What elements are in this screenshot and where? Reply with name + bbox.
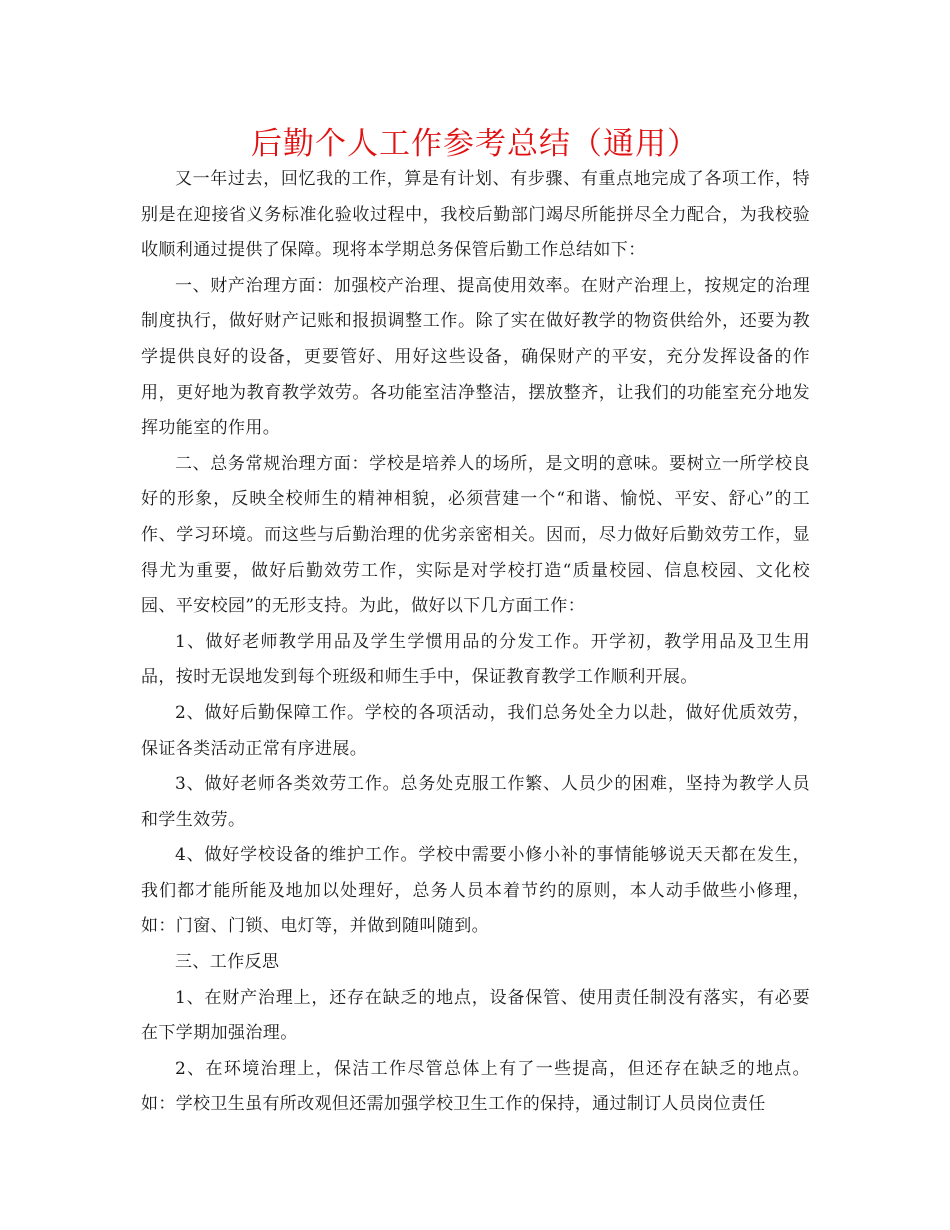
paragraph-general-affairs: 二、总务常规治理方面：学校是培养人的场所，是文明的意味。要树立一所学校良好的形象，反映全校师生的精神相貌，必须营建一个“和谐、愉悦、平安、舒心”的工作、学习环境。而这些与后勤治理的优劣亲密相关。因而，尽力做好后勤效劳工作，显得尤为重要，做好后勤效劳工作，实际是对学校打造“质量校园、信息校园、文化校园、平安校园”的无形支持。为此，做好以下几方面工作：	[141, 453, 810, 617]
paragraph-item-1: 1、做好老师教学用品及学生学惯用品的分发工作。开学初，教学用品及卫生用品，按时无误地发到每个班级和师生手中，保证教育教学工作顺利开展。	[141, 631, 810, 688]
paragraph-reflection-2: 2、在环境治理上，保洁工作尽管总体上有了一些提高，但还存在缺乏的地点。如：学校卫生虽有所改观但还需加强学校卫生工作的保持，通过制订人员岗位责任	[141, 1058, 810, 1115]
document-title: 后勤个人工作参考总结（通用）	[251, 126, 699, 162]
section-heading-reflection: 三、工作反思	[175, 952, 280, 973]
document-body	[141, 162, 810, 1123]
paragraph-item-4: 4、做好学校设备的维护工作。学校中需要小修小补的事情能够说天天都在发生，我们都才能所能及地加以处理好，总务人员本着节约的原则，本人动手做些小修理，如：门窗、门锁、电灯等，并做到随叫随到。	[141, 845, 810, 937]
paragraph-reflection-1: 1、在财产治理上，还存在缺乏的地点，设备保管、使用责任制没有落实，有必要在下学期加强治理。	[141, 987, 810, 1044]
paragraph-property-management: 一、财产治理方面：加强校产治理、提高使用效率。在财产治理上，按规定的治理制度执行，做好财产记账和报损调整工作。除了实在做好教学的物资供给外，还要为教学提供良好的设备，更要管好、用好这些设备，确保财产的平安，充分发挥设备的作用，更好地为教育教学效劳。各功能室洁净整洁，摆放整齐，让我们的功能室充分地发挥功能室的作用。	[141, 275, 810, 439]
paragraph-intro: 又一年过去，回忆我的工作，算是有计划、有步骤、有重点地完成了各项工作，特别是在迎接省义务标准化验收过程中，我校后勤部门竭尽所能拼尽全力配合，为我校验收顺利通过提供了保障。现将本学期总务保管后勤工作总结如下：	[141, 169, 810, 261]
paragraph-item-3: 3、做好老师各类效劳工作。总务处克服工作繁、人员少的困难，坚持为教学人员和学生效劳。	[141, 774, 810, 830]
paragraph-item-2: 2、做好后勤保障工作。学校的各项活动，我们总务处全力以赴，做好优质效劳，保证各类活动正常有序进展。	[141, 702, 810, 759]
